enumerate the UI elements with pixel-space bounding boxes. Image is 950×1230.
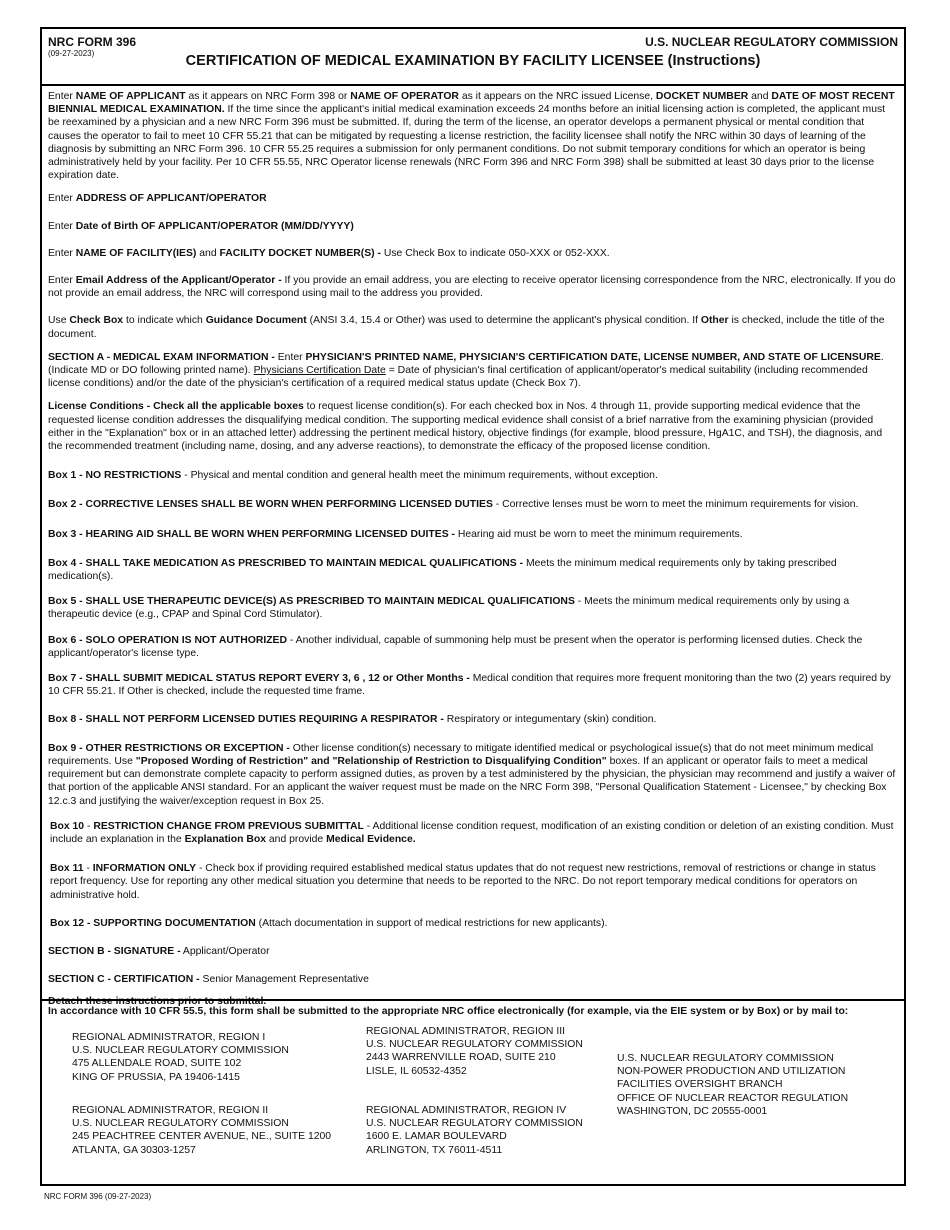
- mailing-section: [42, 999, 904, 1184]
- address-headquarters: U.S. NUCLEAR REGULATORY COMMISSION NON-POWER PRODUCTION AND UTILIZATION FACILITIES OVERSIGHT BRANCH OFFICE OF NUCLEAR REACTOR REGULATION WASHINGTON, DC 20555-0001: [617, 1053, 849, 1117]
- instructions-body: [42, 86, 904, 1009]
- box-11-instruction: Box 11 - INFORMATION ONLY - Check box if providing required established medical status updates that do not request new restrictions, removal of restrictions or change in status report frequency. Use for reporting any other medical situation you determine that needs to be reported to the NRC. Do not report temporary medical conditions for operators on administrative hold.: [50, 863, 876, 901]
- address-instruction: Enter ADDRESS OF APPLICANT/OPERATOR: [48, 193, 267, 205]
- page-footer: NRC FORM 396 (09-27-2023): [44, 1192, 152, 1201]
- box-12-instruction: Box 12 - SUPPORTING DOCUMENTATION (Attach documentation in support of medical restrictions for new applicants).: [50, 917, 608, 929]
- address-region-2: REGIONAL ADMINISTRATOR, REGION II U.S. NUCLEAR REGULATORY COMMISSION 245 PEACHTREE CENTER AVENUE, NE., SUITE 1200 ATLANTA, GA 30303-1257: [72, 1105, 332, 1156]
- box-8-instruction: Box 8 - SHALL NOT PERFORM LICENSED DUTIES REQUIRING A RESPIRATOR - Respiratory or integumentary (skin) condition.: [48, 713, 657, 725]
- address-region-4: REGIONAL ADMINISTRATOR, REGION IV U.S. NUCLEAR REGULATORY COMMISSION 1600 E. LAMAR BOULEVARD ARLINGTON, TX 76011-4511: [366, 1105, 583, 1156]
- box-4-instruction: Box 4 - SHALL TAKE MEDICATION AS PRESCRIBED TO MAINTAIN MEDICAL QUALIFICATIONS - Meets the minimum medical requirements only by taking prescribed medication(s).: [48, 557, 837, 583]
- facility-instruction: Enter NAME OF FACILITY(IES) and FACILITY DOCKET NUMBER(S) - Use Check Box to indicate 050-XXX or 052-XXX.: [48, 247, 610, 259]
- section-c-instruction: SECTION C - CERTIFICATION - Senior Management Representative: [48, 974, 369, 986]
- box-6-instruction: Box 6 - SOLO OPERATION IS NOT AUTHORIZED - Another individual, capable of summoning help must be present when the operator is performing licensed duties. Check the applicant/operator's license type.: [48, 634, 863, 659]
- instructions-form: [40, 27, 906, 1186]
- box-2-instruction: Box 2 - CORRECTIVE LENSES SHALL BE WORN WHEN PERFORMING LICENSED DUTIES - Corrective lenses must be worn to meet the minimum requirements for vision.: [48, 499, 859, 511]
- address-region-1: REGIONAL ADMINISTRATOR, REGION I U.S. NUCLEAR REGULATORY COMMISSION 475 ALLENDALE ROAD, SUITE 102 KING OF PRUSSIA, PA 19406-1415: [72, 1032, 289, 1083]
- box-3-instruction: Box 3 - HEARING AID SHALL BE WORN WHEN PERFORMING LICENSED DUITES - Hearing aid must be worn to meet the minimum requirements.: [48, 528, 743, 540]
- box-7-instruction: Box 7 - SHALL SUBMIT MEDICAL STATUS REPORT EVERY 3, 6 , 12 or Other Months - Medical condition that requires more frequent monitoring than the two (2) years required by 10 CFR 55.21. If Other is checked, include the requested time frame.: [48, 673, 891, 698]
- guidance-instruction: Use Check Box to indicate which Guidance Document (ANSI 3.4, 15.4 or Other) was used to determine the applicant's physical condition. If Other is checked, include the title of the document.: [48, 315, 885, 340]
- license-conditions-instruction: License Conditions - Check all the applicable boxes to request license condition(s). For each checked box in Nos. 4 through 11, provide supporting medical evidence that the requested license condition addresses the disqualifying medical condition. The supporting medical evidence shall consist of a brief narrative from the examining physician (provided either in the "Explanation" box or in an attached letter) addressing the pertinent medical history, objective findings (for example, blood pressure, HgA1C, and TSH), the diagnosis, and the recommended treatment (including name, dosing, and any adverse reactions), to demonstrate the efficacy of the proposed license condition.: [48, 401, 883, 453]
- intro-paragraph: Enter NAME OF APPLICANT as it appears on NRC Form 398 or NAME OF OPERATOR as it appears on the NRC issued License, DOCKET NUMBER and DATE OF MOST RECENT BIENNIAL MEDICAL EXAMINATION. If the time since the applicant's initial medical examination exceeds 24 months before an initial licensing action is completed, the applicant must be reexamined by a physician and a new NRC Form 396 must be submitted. If, during the term of the license, an operator develops a permanent physical or mental condition that causes the operator to fail to meet 10 CFR 55.21 that can be mitigated by requesting a license restriction, the facility licensee shall notify the NRC within 30 days of learning of the diagnosis by submitting an NRC Form 396. 10 CFR 55.25 requires a submission for only permanent conditions. Do not submit temporary conditions for which an operator is being administratively held by your facility. Per 10 CFR 55.55, NRC Operator license renewals (NRC Form 396 and NRC Form 398) shall be submitted at least 30 days prior to the license expiration date.: [48, 91, 895, 182]
- box-1-instruction: Box 1 - NO RESTRICTIONS - Physical and mental condition and general health meet the minimum requirements, without exception.: [48, 470, 658, 482]
- form-revision-date: (09-27-2023): [48, 49, 95, 58]
- form-number: NRC FORM 396: [48, 35, 137, 49]
- address-region-3: REGIONAL ADMINISTRATOR, REGION III U.S. NUCLEAR REGULATORY COMMISSION 2443 WARRENVILLE ROAD, SUITE 210 LISLE, IL 60532-4352: [366, 1026, 583, 1077]
- detach-notice: Detach these instructions prior to submittal.: [48, 996, 267, 1008]
- box-10-instruction: Box 10 - RESTRICTION CHANGE FROM PREVIOUS SUBMITTAL - Additional license condition request, modification of an existing condition or deletion of an existing condition. Must include an explanation in the Explanation Box and provide Medical Evidence.: [50, 820, 894, 845]
- section-a-instruction: SECTION A - MEDICAL EXAM INFORMATION - Enter PHYSICIAN'S PRINTED NAME, PHYSICIAN'S CERTIFICATION DATE, LICENSE NUMBER, AND STATE OF LICENSURE. (Indicate MD or DO following printed name). Physicians Certification Date = Date of physician's final certification of applicant/operator's medical suitability (including recommended license conditions) and/or the date of the physician's certification of a required medical status update (Check Box 7).: [48, 351, 884, 390]
- agency-name: U.S. NUCLEAR REGULATORY COMMISSION: [645, 35, 898, 49]
- mailing-intro: In accordance with 10 CFR 55.5, this form shall be submitted to the appropriate NRC office electronically (for example, via the EIE system or by Box) or by mail to:: [48, 1006, 849, 1017]
- email-instruction: Enter Email Address of the Applicant/Operator - If you provide an email address, you are electing to receive operator licensing correspondence from the NRC, electronically. If you do not provide an email address, the NRC will correspond using mail to the address you provided.: [48, 275, 896, 300]
- form-header: [42, 29, 904, 86]
- box-9-instruction: Box 9 - OTHER RESTRICTIONS OR EXCEPTION - Other license condition(s) necessary to mitigate identified medical or psychological issue(s) that do not meet minimum medical requirements. Use "Proposed Wording of Restriction" and "Relationship of Restriction to Disqualifying Condition" boxes. If an applicant or operator fails to meet a medical requirement but can demonstrate complete capacity to perform assigned duties, as proven by a test administered by the physician, the physician may recommend and justify a waiver of that portion of the applicable ANSI standard. For an applicant the waiver request must be made on the NRC Form 398, "Personal Qualification Statement - Licensee," by checking Box 12.c.3 and justifying the waiver/exception request in Box 25.: [48, 742, 896, 807]
- section-b-instruction: SECTION B - SIGNATURE - Applicant/Operator: [48, 945, 270, 957]
- page-title: CERTIFICATION OF MEDICAL EXAMINATION BY FACILITY LICENSEE (Instructions): [185, 53, 761, 69]
- box-5-instruction: Box 5 - SHALL USE THERAPEUTIC DEVICE(S) AS PRESCRIBED TO MAINTAIN MEDICAL QUALIFICATIONS - Meets the minimum medical requirements only by using a therapeutic device (e.g., CPAP and Spinal Cord Stimulator).: [48, 596, 850, 621]
- dob-instruction: Enter Date of Birth OF APPLICANT/OPERATOR (MM/DD/YYYY): [48, 220, 354, 232]
